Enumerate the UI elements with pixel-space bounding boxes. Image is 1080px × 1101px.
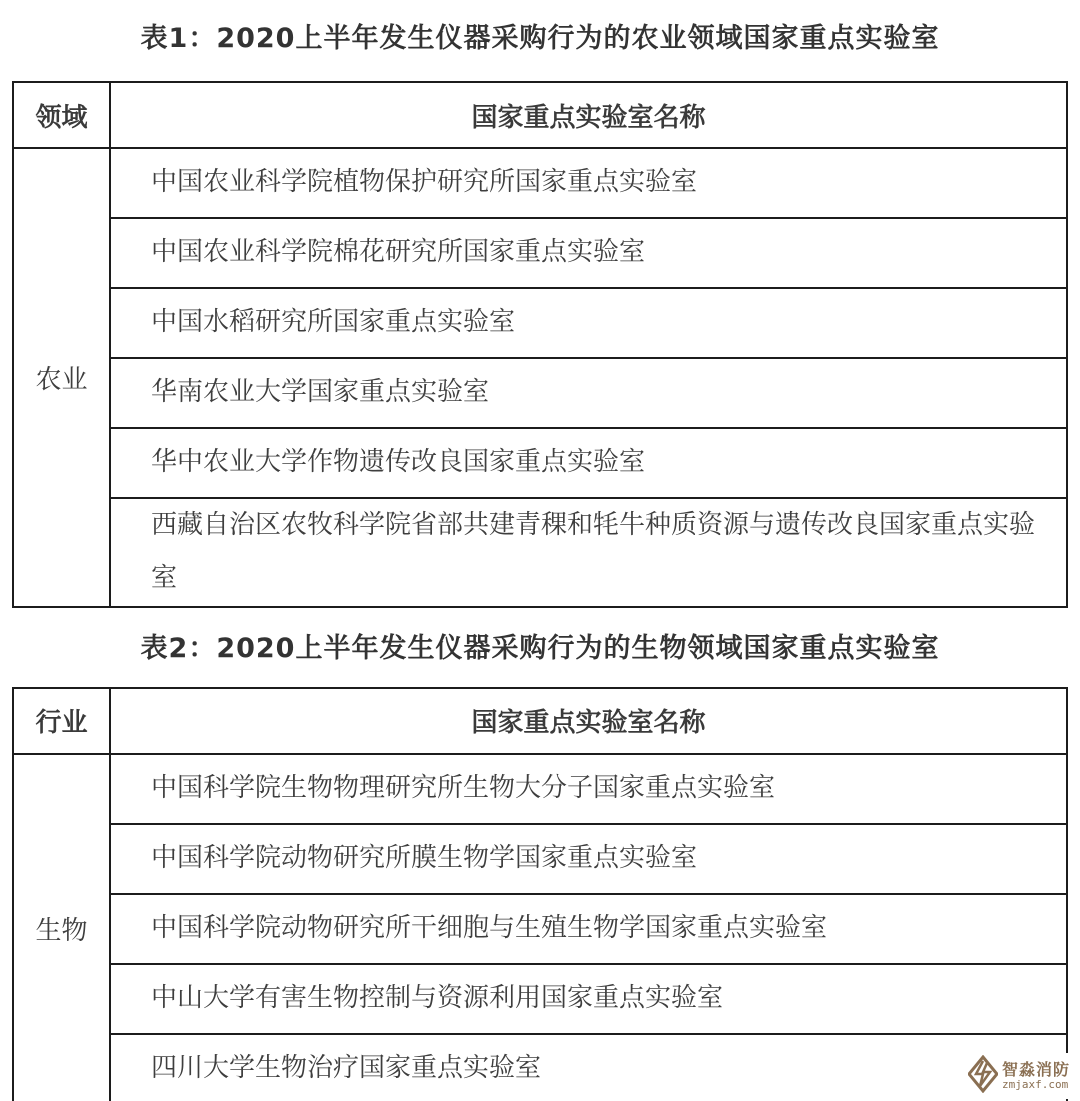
table1-col2-header: 国家重点实验室名称 — [110, 82, 1067, 148]
table2-title: 表2：2020上半年发生仪器采购行为的生物领域国家重点实验室 — [140, 632, 940, 664]
table-biology — [12, 687, 1068, 1101]
table1-title: 表1：2020上半年发生仪器采购行为的农业领域国家重点实验室 — [140, 23, 940, 54]
lab-name-cell: 中山大学有害生物控制与资源利用国家重点实验室 — [110, 964, 1067, 1034]
lab-name-cell: 西藏自治区农牧科学院省部共建青稞和牦牛种质资源与遗传改良国家重点实验室 — [110, 498, 1067, 607]
lab-name-cell: 中国科学院动物研究所膜生物学国家重点实验室 — [110, 824, 1067, 894]
lab-name-cell: 华南农业大学国家重点实验室 — [110, 358, 1067, 428]
table1-category-cell: 农业 — [13, 148, 110, 607]
table2-col2-header: 国家重点实验室名称 — [110, 688, 1067, 754]
table-row — [13, 288, 1067, 358]
table-row — [13, 824, 1067, 894]
lab-name-cell: 华中农业大学作物遗传改良国家重点实验室 — [110, 428, 1067, 498]
table1-header-row — [13, 82, 1067, 148]
watermark-logo-icon — [968, 1055, 998, 1097]
table-row — [13, 894, 1067, 964]
watermark-text — [1002, 1061, 1070, 1091]
watermark-name: 智淼消防 — [1001, 1060, 1070, 1080]
table-agriculture — [12, 81, 1068, 608]
lab-name-cell: 中国农业科学院棉花研究所国家重点实验室 — [110, 218, 1067, 288]
table-row — [13, 148, 1067, 218]
table1-col1-header: 领域 — [13, 82, 110, 148]
watermark — [966, 1053, 1074, 1099]
watermark-url: zmjaxf.com — [1001, 1077, 1069, 1091]
table-row — [13, 218, 1067, 288]
lab-name-cell: 四川大学生物治疗国家重点实验室 — [110, 1034, 1067, 1101]
lab-name-cell: 中国农业科学院植物保护研究所国家重点实验室 — [110, 148, 1067, 218]
table2-category-cell: 生物 — [13, 754, 110, 1101]
table-row — [13, 964, 1067, 1034]
lab-name-cell: 中国水稻研究所国家重点实验室 — [110, 288, 1067, 358]
table2-header-row — [13, 688, 1067, 754]
table-row — [13, 428, 1067, 498]
table2-col1-header: 行业 — [13, 688, 110, 754]
table-row — [13, 358, 1067, 428]
table-row — [13, 754, 1067, 824]
table-row — [13, 498, 1067, 607]
lab-name-cell: 中国科学院生物物理研究所生物大分子国家重点实验室 — [110, 754, 1067, 824]
lab-name-cell: 中国科学院动物研究所干细胞与生殖生物学国家重点实验室 — [110, 894, 1067, 964]
table-row — [13, 1034, 1067, 1101]
